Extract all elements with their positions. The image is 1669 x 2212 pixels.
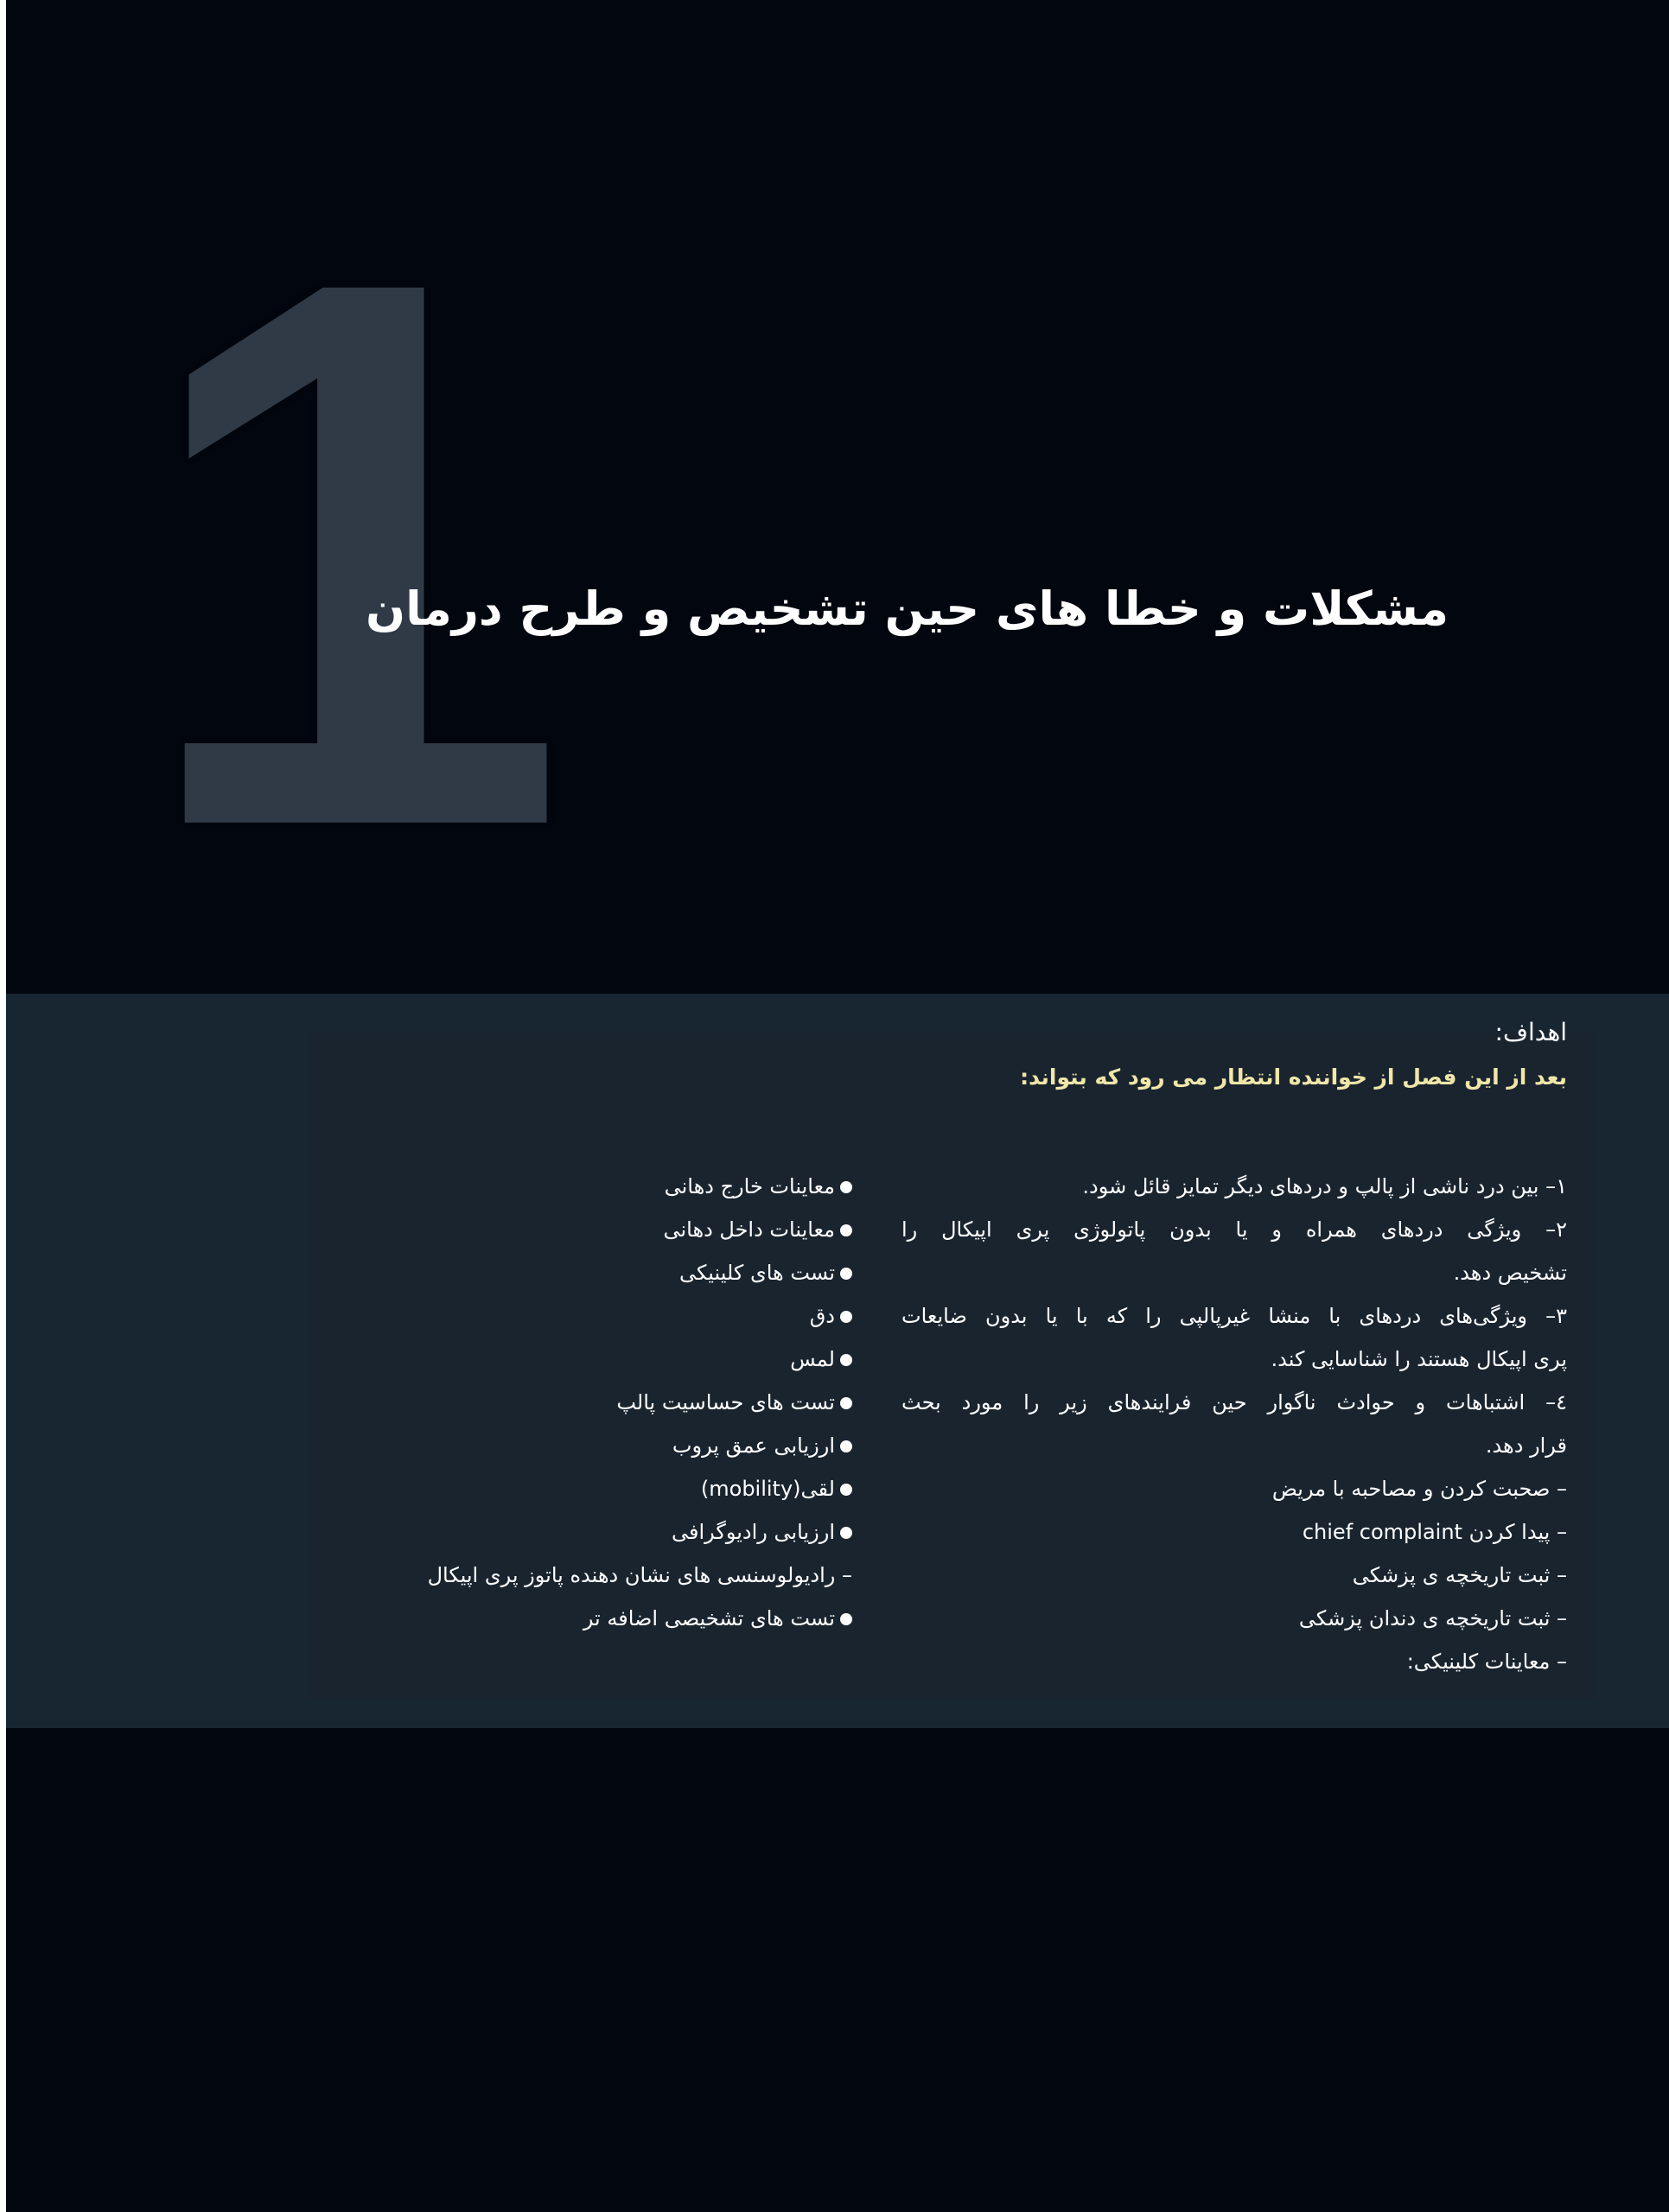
chapter-title: مشکلات و خطا های حین تشخیص و طرح درمان (366, 582, 1449, 636)
list-item-text: لمس (790, 1347, 835, 1371)
objective-line: تشخیص دهد. (1453, 1261, 1567, 1285)
objective-line: – پیدا کردن chief complaint (1302, 1520, 1567, 1544)
bullet-icon (840, 1484, 852, 1496)
list-item (247, 1294, 852, 1338)
list-item (247, 1467, 852, 1510)
list-item (247, 1597, 852, 1640)
objective-line: – معاینات کلینیکی: (1406, 1649, 1567, 1674)
list-item (247, 1338, 852, 1381)
bullet-icon (840, 1224, 852, 1236)
chapter-page (6, 0, 1669, 2212)
list-item (247, 1165, 852, 1208)
list-item-text: معاینات خارج دهانی (664, 1174, 835, 1198)
list-item-text: تست های تشخیصی اضافه تر (583, 1606, 835, 1630)
objectives-heading: اهداف: (1494, 1018, 1567, 1046)
list-item-text: دق (809, 1304, 835, 1328)
list-item-text: ارزیابی رادیوگرافی (672, 1520, 835, 1544)
objectives-left-column (247, 1165, 852, 1640)
list-item (247, 1554, 852, 1597)
chapter-number: 1 (136, 118, 560, 988)
objective-line: پری اپیکال هستند را شناسایی کند. (1271, 1347, 1567, 1371)
objective-line: ۲– ویژگی دردهای همراه و یا بدون پاتولوژی پری اپیکال را (901, 1217, 1567, 1242)
objective-line: – ثبت تاریخچه ی دندان پزشکی (1298, 1606, 1567, 1630)
list-item (247, 1251, 852, 1294)
list-item (247, 1424, 852, 1467)
list-item-text: لقی(mobility) (700, 1477, 835, 1501)
bullet-icon (840, 1613, 852, 1625)
list-item-text: تست های حساسیت پالپ (616, 1390, 835, 1414)
bullet-icon (840, 1268, 852, 1280)
bullet-icon (840, 1440, 852, 1452)
list-item-text: معاینات داخل دهانی (663, 1217, 835, 1242)
objective-line: قرار دهد. (1485, 1433, 1567, 1458)
list-item-text: تست های کلینیکی (678, 1261, 835, 1285)
objective-line: ۱– بین درد ناشی از پالپ و دردهای دیگر تمایز قائل شود. (1082, 1174, 1567, 1198)
bullet-icon (840, 1527, 852, 1539)
bullet-icon (840, 1354, 852, 1366)
list-item-text: – رادیولوسنسی های نشان دهنده پاتوز پری اپیکال (427, 1563, 852, 1587)
objective-line: – صحبت کردن و مصاحبه با مریض (1271, 1477, 1567, 1501)
bullet-icon (840, 1181, 852, 1193)
list-item-text: ارزیابی عمق پروب (672, 1433, 835, 1458)
objectives-subheading: بعد از این فصل از خواننده انتظار می رود که بتواند: (1020, 1065, 1567, 1090)
objectives-right-column (901, 1165, 1567, 1683)
objective-line: ٤– اشتباهات و حوادث ناگوار حین فرایندهای زیر را مورد بحث (901, 1390, 1567, 1414)
list-item (247, 1381, 852, 1424)
bullet-icon (840, 1397, 852, 1409)
objective-line: ۳– ویژگی‌های دردهای با منشا غیرپالپی را که با یا بدون ضایعات (901, 1304, 1567, 1328)
bullet-icon (840, 1311, 852, 1323)
list-item (247, 1208, 852, 1251)
objective-line: – ثبت تاریخچه ی پزشکی (1352, 1563, 1567, 1587)
list-item (247, 1510, 852, 1554)
